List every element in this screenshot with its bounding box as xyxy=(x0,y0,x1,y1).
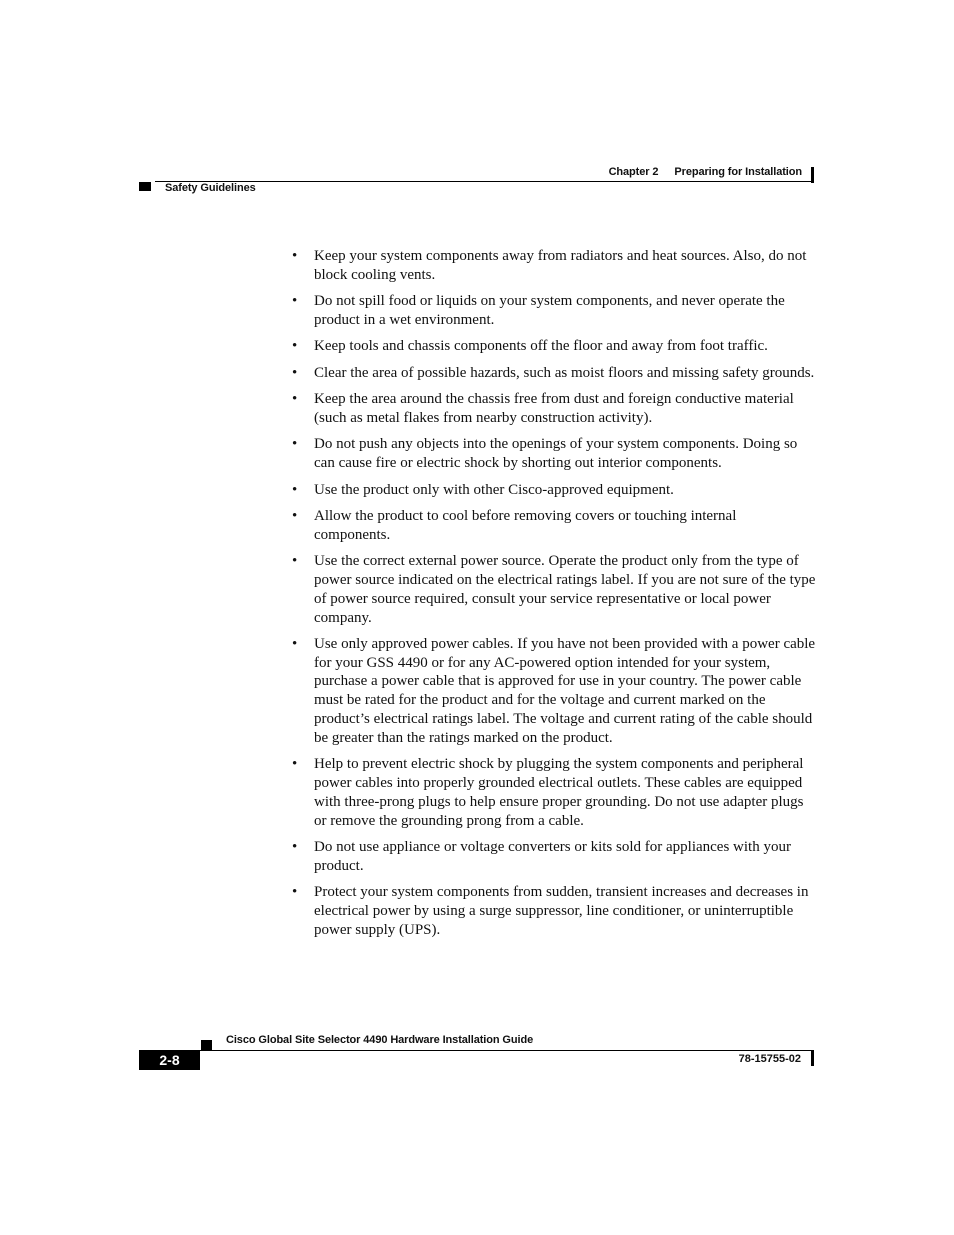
list-item-text: Keep tools and chassis components off the floor and away from foot traffic. xyxy=(314,338,768,355)
bullet-icon: • xyxy=(292,481,298,498)
list-item-text: Use the product only with other Cisco-approved equipment. xyxy=(314,481,674,498)
chapter-title: Preparing for Installation xyxy=(674,166,802,178)
list-item-text: Do not spill food or liquids on your system components, and never operate the product in a wet environment. xyxy=(314,293,785,328)
bullet-icon: • xyxy=(292,436,298,453)
guide-title: Cisco Global Site Selector 4490 Hardware Installation Guide xyxy=(226,1034,534,1046)
list-item xyxy=(292,481,816,500)
header-left-marker xyxy=(139,182,151,191)
footer-marker xyxy=(201,1040,212,1050)
list-item xyxy=(292,635,816,748)
list-item xyxy=(292,883,816,939)
list-item xyxy=(292,552,816,627)
list-item-text: Do not push any objects into the openings of your system components. Doing so can cause fire or electric shock by shorting out interior components. xyxy=(314,436,798,472)
list-item-text: Use only approved power cables. If you have not been provided with a power cable for your GSS 4490 or for any AC-powered option intended for your system, purchase a power cable that is approved for use in your country. The power cable must be rated for the product and for the voltage and current marked on the product’s electrical ratings label. The voltage and current rating of the cable should be greater than the ratings marked on the product. xyxy=(314,635,816,746)
list-item-text: Allow the product to cool before removing covers or touching internal components. xyxy=(314,507,737,543)
bullet-icon: • xyxy=(292,248,298,264)
bullet-icon: • xyxy=(292,391,298,408)
page-number: 2-8 xyxy=(139,1050,200,1070)
list-item xyxy=(292,507,816,545)
safety-guideline-list xyxy=(292,247,816,947)
footer-right-marker xyxy=(811,1051,814,1066)
section-title: Safety Guidelines xyxy=(165,182,256,194)
bullet-icon: • xyxy=(292,338,298,355)
list-item xyxy=(292,755,816,830)
list-item xyxy=(292,838,816,876)
list-item xyxy=(292,247,816,285)
list-item xyxy=(292,337,816,356)
bullet-icon: • xyxy=(292,507,298,524)
list-item-text: Clear the area of possible hazards, such as moist floors and missing safety grounds. xyxy=(314,364,815,381)
list-item xyxy=(292,390,816,428)
document-number: 78-15755-02 xyxy=(738,1053,801,1065)
list-item-text: Keep the area around the chassis free from dust and foreign conductive material (such as metal flakes from nearby construction activity). xyxy=(314,391,794,426)
chapter-number: Chapter 2 xyxy=(608,166,659,178)
list-item-text: Do not use appliance or voltage converters or kits sold for appliances with your product. xyxy=(314,839,791,874)
bullet-icon: • xyxy=(292,839,298,856)
bullet-icon: • xyxy=(292,756,298,773)
footer-rule xyxy=(155,1050,814,1051)
running-header-chapter xyxy=(609,166,802,178)
list-item-text: Protect your system components from sudden, transient increases and decreases in electrical power by using a surge suppressor, line conditioner, or uninterruptible power supply (UPS). xyxy=(314,884,809,938)
bullet-icon: • xyxy=(292,364,298,381)
list-item xyxy=(292,364,816,383)
bullet-icon: • xyxy=(292,293,298,310)
list-item xyxy=(292,292,816,330)
bullet-icon: • xyxy=(292,884,298,901)
list-item-text: Help to prevent electric shock by plugging the system components and peripheral power cables into properly grounded electrical outlets. These cables are equipped with three-prong plugs to help ensure proper grounding. Do not use adapter plugs or remove the grounding prong from a cable. xyxy=(314,756,804,829)
bullet-icon: • xyxy=(292,553,298,570)
list-item xyxy=(292,435,816,473)
list-item-text: Use the correct external power source. Operate the product only from the type of power source indicated on the electrical ratings label. If you are not sure of the type of power source required, consult your service representative or local power company. xyxy=(314,553,816,626)
list-item-text: Keep your system components away from radiators and heat sources. Also, do not block cooling vents. xyxy=(314,248,807,283)
bullet-icon: • xyxy=(292,635,298,652)
